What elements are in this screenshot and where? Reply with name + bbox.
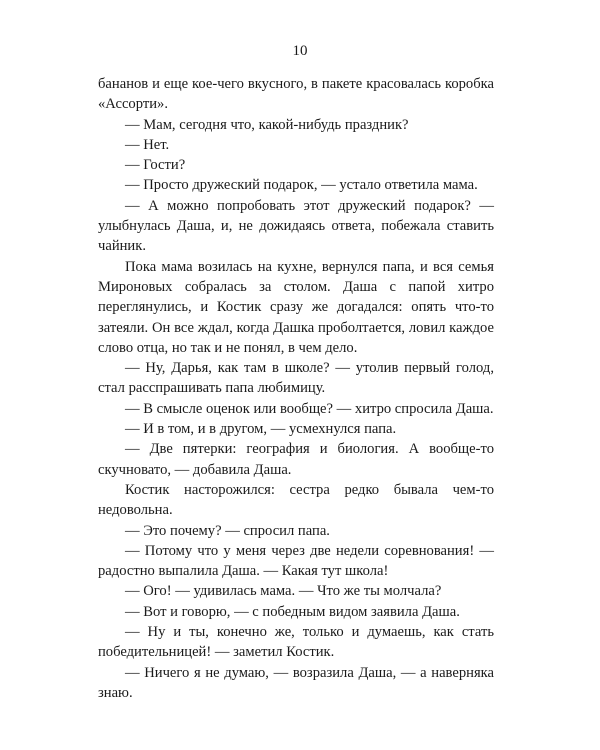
paragraph: — Ну и ты, конечно же, только и думаешь, как стать победительницей! — заметил Костик. — [98, 624, 494, 661]
paragraph: Костик насторожился: сестра редко бывала чем-то недовольна. — [98, 481, 494, 519]
paragraph: — Вот и говорю, — с победным видом заявила Даша. — [125, 603, 460, 620]
paragraph: — Гости? — [125, 157, 186, 174]
paragraph: — Нет. — [125, 136, 170, 153]
body-text — [98, 74, 494, 703]
paragraph: — Ну, Дарья, как там в школе? — утолив первый голод, стал расспрашивать папа любимицу. — [98, 360, 494, 397]
paragraph: — Две пятерки: география и биология. А вообще-то скучновато, — добавила Даша. — [98, 441, 494, 478]
page-number: 10 — [292, 43, 308, 59]
paragraph: — Просто дружеский подарок, — устало ответила мама. — [125, 177, 478, 194]
paragraph: — В смысле оценок или вообще? — хитро спросила Даша. — [125, 400, 494, 417]
paragraph: Пока мама возилась на кухне, вернулся папа, и вся семья Мироновых собралась за столом. Даша с папой хитро переглянулись, и Костик сразу же догадался: опять что-то затеяли. Он все ждал, когда Дашка проболтается, ловил каждое слово отца, но так и не понял, в чем дело. — [98, 258, 494, 356]
paragraph-continuation: бананов и еще кое-чего вкусного, в пакете красовалась коробка «Ассорти». — [98, 76, 494, 113]
paragraph: — Мам, сегодня что, какой-нибудь праздник? — [125, 116, 409, 133]
paragraph: — Ничего я не думаю, — возразила Даша, — а наверняка знаю. — [98, 664, 494, 701]
paragraph: — И в том, и в другом, — усмехнулся папа. — [125, 421, 397, 438]
paragraph: — Ого! — удивилась мама. — Что же ты молчала? — [125, 583, 442, 600]
paragraph: — Это почему? — спросил папа. — [125, 522, 330, 539]
paragraph: — Потому что у меня через две недели соревнования! — радостно выпалила Даша. — Какая тут школа! — [98, 542, 494, 580]
paragraph: — А можно попробовать этот дружеский подарок? — улыбнулась Даша, и, не дожидаясь ответа, побежала ставить чайник. — [98, 197, 494, 255]
